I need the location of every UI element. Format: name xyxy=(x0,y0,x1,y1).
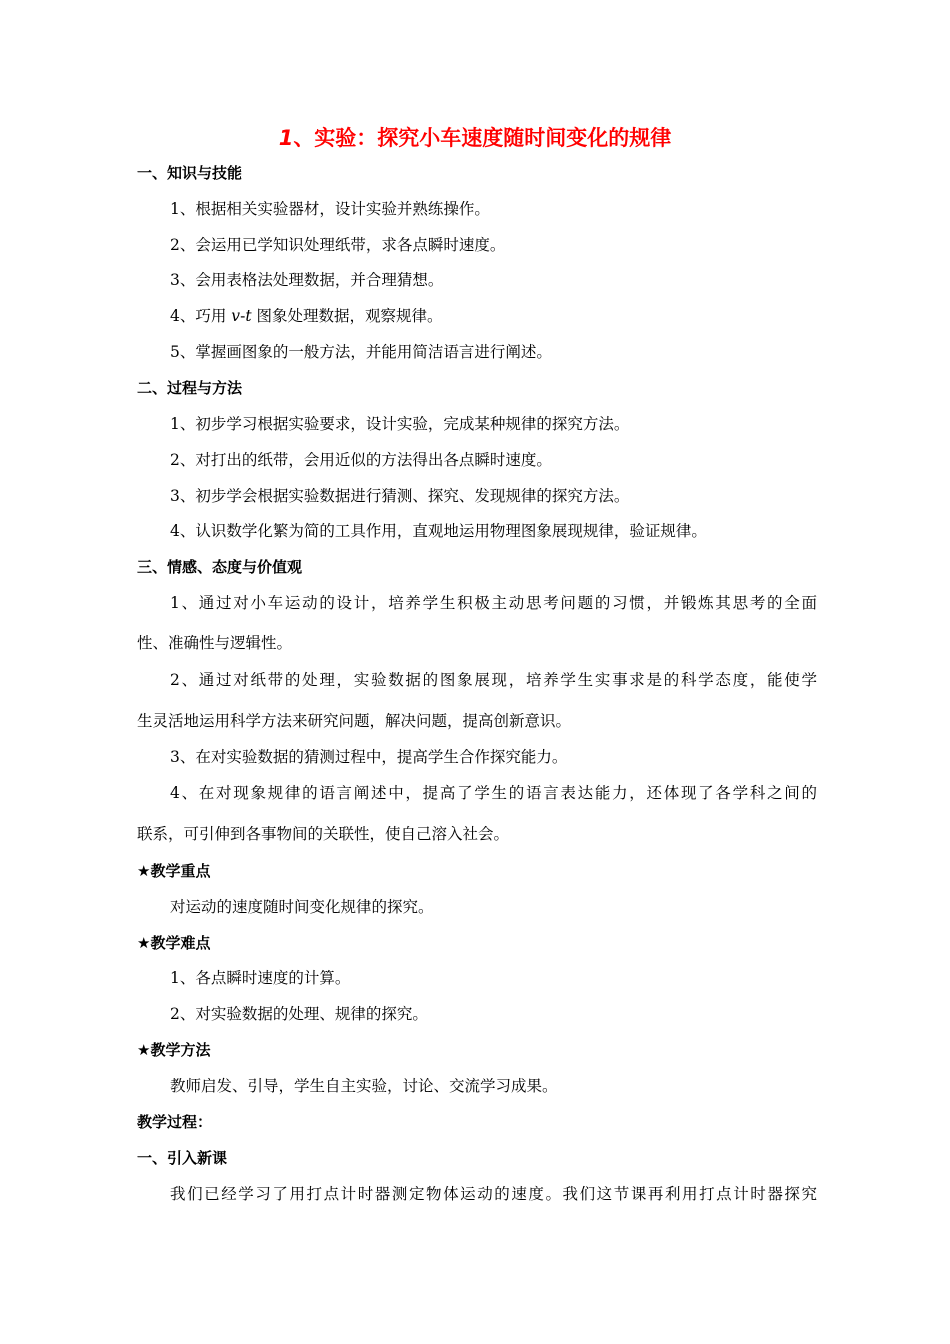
process-item-1: 1、初步学习根据实验要求，设计实验，完成某种规律的探究方法。 xyxy=(170,415,630,433)
title-number: 1 xyxy=(278,126,294,150)
knowledge-item-2: 2、会运用已学知识处理纸带，求各点瞬时速度。 xyxy=(170,236,506,254)
velocity-symbol: v xyxy=(231,307,241,325)
page-title xyxy=(0,124,950,152)
section-heading-knowledge: 一、知识与技能 xyxy=(137,164,243,182)
difficulty-heading: ★教学难点 xyxy=(137,934,211,952)
dash-symbol: - xyxy=(240,307,246,325)
knowledge-item-4-suffix: 图象处理数据，观察规律。 xyxy=(251,307,443,325)
knowledge-item-1: 1、根据相关实验器材，设计实验并熟练操作。 xyxy=(170,200,490,218)
knowledge-item-4-prefix: 4、巧用 xyxy=(170,307,232,325)
knowledge-item-5: 5、掌握画图象的一般方法，并能用简洁语言进行阐述。 xyxy=(170,343,552,361)
section-heading-values: 三、情感、态度与价值观 xyxy=(137,558,303,576)
values-item-4-line-1: 4、在对现象规律的语言阐述中，提高了学生的语言表达能力，还体现了各学科之间的 xyxy=(170,784,817,802)
title-text: 、实验：探究小车速度随时间变化的规律 xyxy=(293,126,672,150)
method-heading: ★教学方法 xyxy=(137,1041,211,1059)
process-item-3: 3、初步学会根据实验数据进行猜测、探究、发现规律的探究方法。 xyxy=(170,487,630,505)
knowledge-item-3: 3、会用表格法处理数据，并合理猜想。 xyxy=(170,271,444,289)
values-item-3: 3、在对实验数据的猜测过程中，提高学生合作探究能力。 xyxy=(170,748,568,766)
values-item-1-line-2: 性、准确性与逻辑性。 xyxy=(137,634,293,652)
difficulty-item-1: 1、各点瞬时速度的计算。 xyxy=(170,969,351,987)
section-heading-process: 二、过程与方法 xyxy=(137,379,243,397)
key-point-text: 对运动的速度随时间变化规律的探究。 xyxy=(170,898,434,916)
intro-heading: 一、引入新课 xyxy=(137,1149,228,1167)
key-point-heading: ★教学重点 xyxy=(137,862,211,880)
teaching-process-heading: 教学过程： xyxy=(137,1113,213,1131)
time-symbol: t xyxy=(245,307,252,325)
difficulty-item-2: 2、对实验数据的处理、规律的探究。 xyxy=(170,1005,428,1023)
process-item-4: 4、认识数学化繁为简的工具作用，直观地运用物理图象展现规律，验证规律。 xyxy=(170,522,707,540)
knowledge-item-4 xyxy=(170,305,817,327)
method-text: 教师启发、引导，学生自主实验，讨论、交流学习成果。 xyxy=(170,1077,558,1095)
intro-text-line-1: 我们已经学习了用打点计时器测定物体运动的速度。我们这节课再利用打点计时器探究 xyxy=(170,1185,817,1203)
values-item-2-line-1: 2、通过对纸带的处理，实验数据的图象展现，培养学生实事求是的科学态度，能使学 xyxy=(170,671,817,689)
process-item-2: 2、对打出的纸带，会用近似的方法得出各点瞬时速度。 xyxy=(170,451,552,469)
values-item-4-line-2: 联系，可引伸到各事物间的关联性，使自己溶入社会。 xyxy=(137,825,510,843)
values-item-2-line-2: 生灵活地运用科学方法来研究问题，解决问题，提高创新意识。 xyxy=(137,712,572,730)
values-item-1-line-1: 1、通过对小车运动的设计，培养学生积极主动思考问题的习惯，并锻炼其思考的全面 xyxy=(170,594,817,612)
